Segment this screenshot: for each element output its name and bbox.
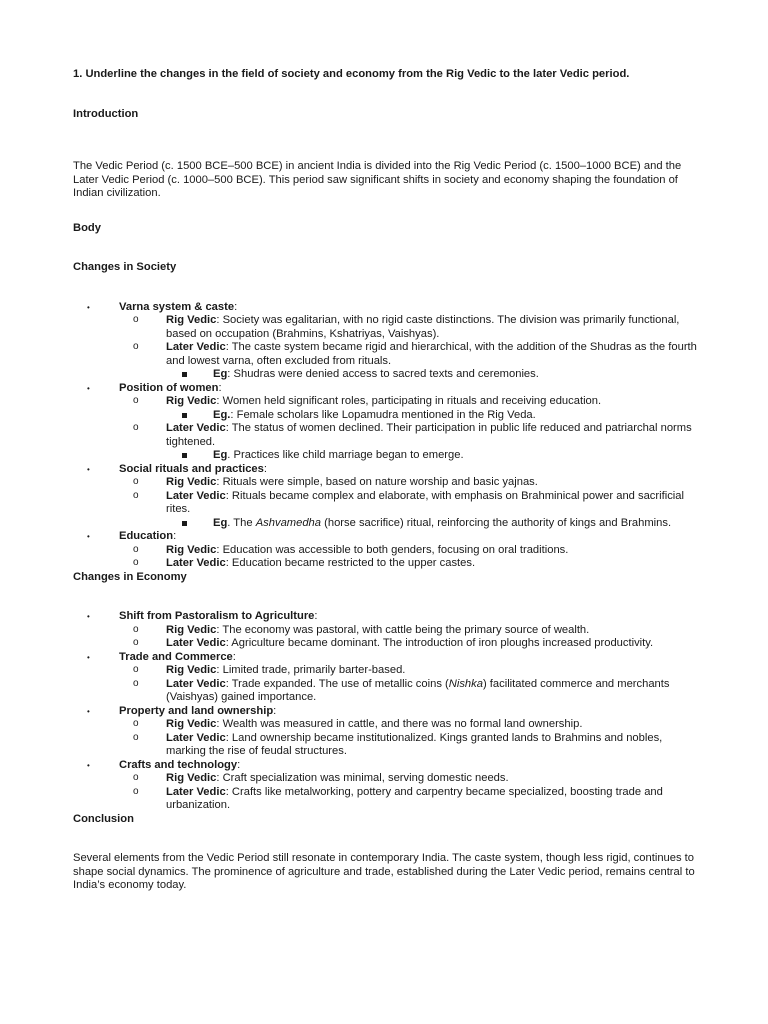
sublist-item-later [119,490,703,531]
sublist-item-rig [119,395,703,422]
period-label: Rig Vedic [166,314,217,326]
sublist-item-later [119,637,703,651]
sublist [119,772,703,813]
period-label: Later Vedic [166,341,226,353]
bullet-marker: • [87,760,90,770]
topic-label: Education [119,530,174,542]
circle-marker: o [133,637,139,648]
circle-marker: o [133,557,139,568]
document-page [73,68,703,893]
circle-marker: o [133,731,139,743]
sublist-item-later [119,678,703,705]
sublist [119,624,703,651]
colon: : [263,462,267,475]
circle-marker: o [133,489,139,501]
example-list [166,449,703,463]
sublist [119,718,703,759]
period-label: Rig Vedic [166,718,217,730]
spacer [73,147,703,160]
colon: : [218,381,222,394]
sublist-item-later [119,732,703,759]
sublist-item-rig [119,772,703,786]
spacer [73,826,703,852]
circle-marker: o [133,772,139,783]
list-item-crafts [73,759,703,813]
square-marker [182,521,187,526]
introduction-paragraph: The Vedic Period (c. 1500 BCE–500 BCE) in ancient India is divided into the Rig Vedic Period (c. 1500–1000 BCE) and the Later Vedic Period (c. 1000–500 BCE). This period saw significant shifts in society and economy shaping the foundation of Indian civilization. [73,160,682,199]
circle-marker: o [133,677,139,689]
period-label: Later Vedic [166,785,226,798]
sublist-item-rig [119,544,703,558]
example-list [166,409,703,423]
list-item-rituals [73,463,703,531]
period-label: Later Vedic [166,637,226,649]
sublist-item-rig [119,314,703,341]
example-text: . Practices like child marriage began to emerge. [227,449,464,461]
colon: : [232,650,236,663]
period-label: Rig Vedic [166,395,217,407]
conclusion-paragraph: Several elements from the Vedic Period still resonate in contemporary India. The caste system, though less rigid, continues to shape social dynamics. The prominence of agriculture and trade, established during the Later Vedic period, remains central to India’s economy today. [73,852,695,891]
item-text: : The economy was pastoral, with cattle being the primary source of wealth. [216,623,590,636]
introduction-heading: Introduction [73,107,139,120]
sublist-item-later [119,341,703,382]
circle-marker: o [133,395,139,406]
spacer [73,82,703,108]
circle-marker: o [133,785,139,797]
item-text: : The caste system became rigid and hierarchical, with the addition of the Shudras as the fourth and lowest varna, often excluded from rituals. [166,341,697,367]
example-label: Eg [213,516,228,529]
list-item-education [73,530,703,571]
square-marker [182,453,187,458]
item-text: : Trade expanded. The use of metallic coins ( [225,677,449,690]
circle-marker: o [133,422,139,433]
sublist-item-later [119,422,703,463]
spacer [73,235,703,261]
square-marker [182,372,187,377]
society-heading: Changes in Society [73,261,177,273]
bullet-marker: • [87,302,90,312]
sublist [119,395,703,463]
sublist [119,664,703,705]
circle-marker: o [133,718,139,729]
item-text: : Rituals became complex and elaborate, with emphasis on Brahminical power and sacrificial rites. [166,489,684,515]
bullet-marker: • [87,532,90,541]
example-text: : Shudras were denied access to sacred texts and ceremonies. [227,368,539,380]
example-item [166,517,703,531]
sublist-item-rig [119,718,703,732]
example-list [166,368,703,382]
example-item [166,368,703,382]
topic-label: Position of women [119,381,219,394]
spacer [73,275,703,301]
period-label: Later Vedic [166,489,226,502]
spacer [73,584,703,610]
period-label: Rig Vedic [166,476,217,488]
spacer [73,201,703,222]
colon: : [234,300,238,313]
period-label: Later Vedic [166,677,226,690]
colon: : [273,704,277,717]
item-text: : Limited trade, primarily barter-based. [216,664,406,676]
circle-marker: o [133,543,139,555]
sublist-item-rig [119,624,703,638]
body-heading: Body [73,221,101,234]
item-text: : Crafts like metalworking, pottery and carpentry became specialized, boosting trade and urbanization. [166,785,663,811]
item-text: : Craft specialization was minimal, serving domestic needs. [216,772,509,784]
italic-term: Nishka [448,677,483,690]
item-text: : The status of women declined. Their participation in public life reduced and patriarchal norms tightened. [166,422,692,448]
example-text: . The [227,516,256,529]
item-text: : Society was egalitarian, with no rigid caste distinctions. The division was primarily functional, based on occupation (Brahmins, Kshatriyas, Vaishyas). [166,314,680,340]
period-label: Later Vedic [166,557,226,569]
bullet-marker: • [87,652,90,662]
sublist-item-later [119,786,703,813]
period-label: Rig Vedic [166,664,217,676]
bullet-marker: • [87,706,90,716]
sublist [119,544,703,571]
society-list [73,301,703,571]
example-text: : Female scholars like Lopamudra mentioned in the Rig Veda. [230,408,536,421]
period-label: Rig Vedic [166,772,217,784]
economy-list [73,610,703,813]
colon: : [314,610,318,622]
circle-marker: o [133,314,139,325]
sublist-item-rig [119,664,703,678]
period-label: Rig Vedic [166,623,217,636]
bullet-marker: • [87,383,90,393]
circle-marker: o [133,664,139,675]
period-label: Later Vedic [166,422,226,434]
colon: : [173,530,177,542]
sublist [119,314,703,382]
topic-label: Shift from Pastoralism to Agriculture [119,610,315,622]
item-text: : Women held significant roles, participating in rituals and receiving education. [216,395,602,407]
period-label: Later Vedic [166,731,226,744]
example-list [166,517,703,531]
list-item-varna [73,301,703,382]
bullet-marker: • [87,464,90,474]
topic-label: Trade and Commerce [119,650,233,663]
example-label: Eg [213,368,228,380]
list-item-women [73,382,703,463]
example-item [166,409,703,423]
square-marker [182,413,187,418]
circle-marker: o [133,341,139,352]
example-label: Eg [213,449,228,461]
list-item-property [73,705,703,759]
topic-label: Varna system & caste [119,300,235,313]
bullet-marker: • [87,612,90,621]
sublist-item-later [119,557,703,571]
question-title: 1. Underline the changes in the field of society and economy from the Rig Vedic to the later Vedic period. [73,68,630,80]
spacer [73,121,703,147]
topic-label: Social rituals and practices [119,462,264,475]
item-text: : Wealth was measured in cattle, and there was no formal land ownership. [216,718,583,730]
colon: : [237,758,241,771]
item-text: : Land ownership became institutionalized. Kings granted lands to Brahmins and nobles, marking the rise of feudal structures. [166,731,663,757]
economy-heading: Changes in Economy [73,570,187,583]
item-text: : Rituals were simple, based on nature worship and basic yajnas. [216,476,538,488]
list-item-pastoralism [73,610,703,651]
example-text: (horse sacrifice) ritual, reinforcing the authority of kings and Brahmins. [321,516,672,529]
topic-label: Crafts and technology [119,758,238,771]
item-text: : Education became restricted to the upper castes. [225,557,476,569]
item-text: : Agriculture became dominant. The introduction of iron ploughs increased productivity. [225,637,654,649]
item-text: ) facilitated commerce and merchants (Vaishyas) gained importance. [166,677,670,703]
sublist [119,476,703,530]
list-item-trade [73,651,703,705]
circle-marker: o [133,476,139,487]
circle-marker: o [133,623,139,635]
topic-label: Property and land ownership [119,704,274,717]
conclusion-heading: Conclusion [73,812,134,825]
item-text: : Education was accessible to both genders, focusing on oral traditions. [216,543,569,556]
example-italic-term: Ashvamedha [255,516,322,529]
example-label: Eg. [213,408,231,421]
period-label: Rig Vedic [166,543,217,556]
sublist-item-rig [119,476,703,490]
example-item [166,449,703,463]
